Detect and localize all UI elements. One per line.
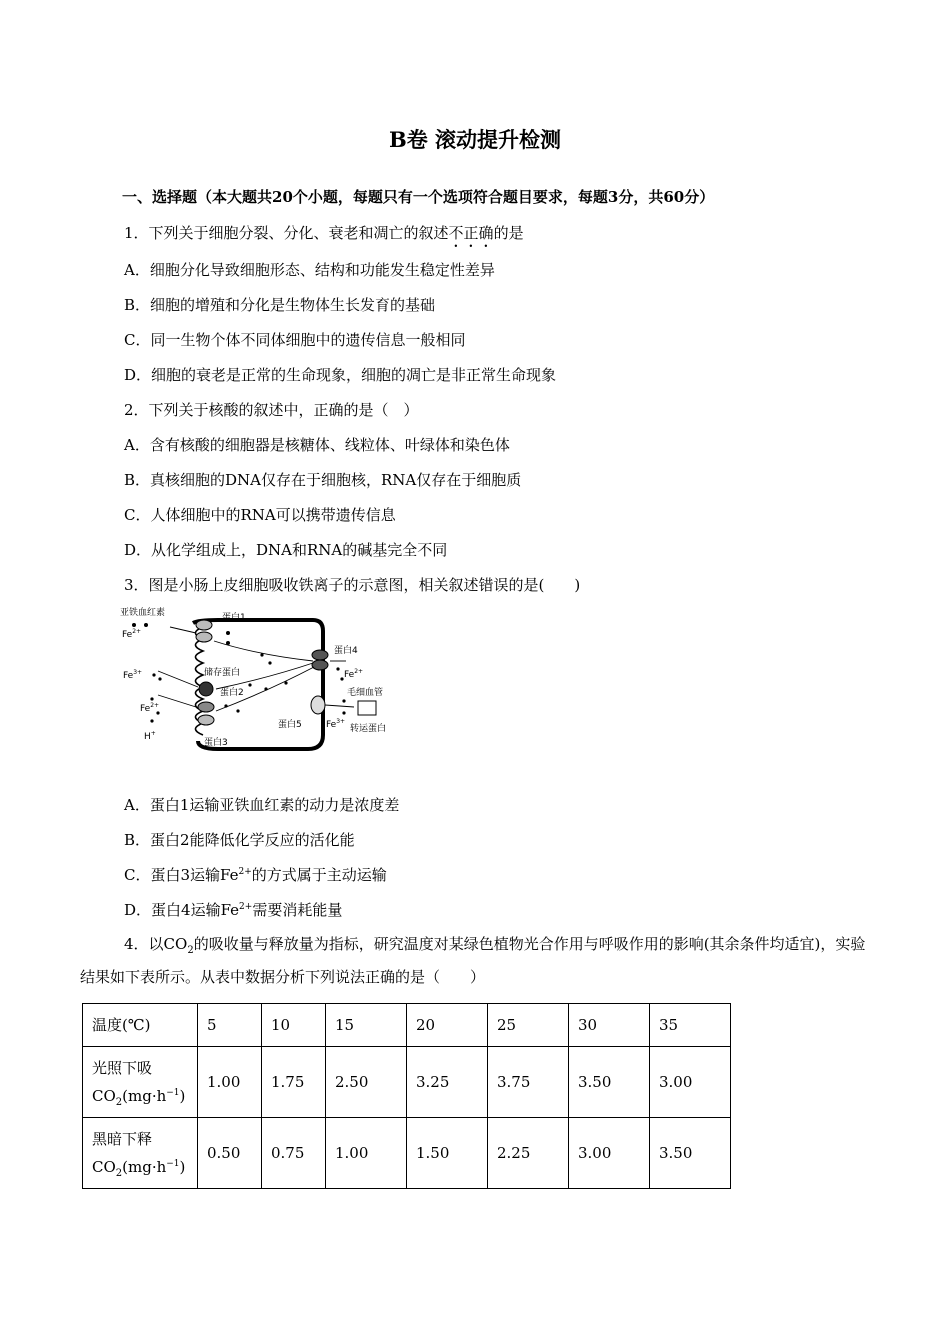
question-1-stem: [124, 222, 524, 251]
protein-3-shape-top: [198, 702, 214, 712]
label-fe2-right: $Fe^{2+}$: [344, 668, 364, 680]
q2-option-a[interactable]: A．含有核酸的细胞器是核糖体、线粒体、叶绿体和染色体: [124, 436, 510, 454]
question-2-stem: 2．下列关于核酸的叙述中，正确的是（ ）: [124, 401, 419, 419]
temp-cell: 15: [326, 1004, 407, 1047]
question-4-stem: [80, 928, 870, 994]
value-cell: 3.25: [407, 1047, 488, 1118]
label-protein-4: 蛋白4: [334, 646, 358, 656]
capillary-shape: [358, 701, 376, 715]
q3-option-d-charge: 2+: [239, 902, 253, 912]
q3-option-d-text: D．蛋白4运输Fe: [124, 901, 240, 919]
header-temperature: 温度(℃): [83, 1004, 198, 1047]
label-fe3-left: $Fe^{3+}$: [123, 669, 143, 681]
value-cell: 1.00: [326, 1118, 407, 1189]
q2-option-c[interactable]: C．人体细胞中的RNA可以携带遗传信息: [124, 506, 396, 524]
protein-5-shape: [311, 696, 325, 714]
q2-option-d[interactable]: D．从化学组成上，DNA和RNA的碱基完全不同: [124, 541, 448, 559]
table-header-row: [83, 1004, 731, 1047]
section-heading: 一、选择题（本大题共20个小题，每题只有一个选项符合题目要求，每题3分，共60分）: [122, 188, 715, 206]
temp-cell: 30: [569, 1004, 650, 1047]
temperature-co2-table: [82, 1003, 731, 1189]
q3-option-d-end: 需要消耗能量: [252, 901, 343, 919]
label-capillary: 毛细血管: [347, 688, 384, 698]
page-title: B卷 滚动提升检测: [388, 127, 562, 152]
q4-stem-text: 4．以CO: [124, 935, 188, 953]
value-cell: 2.50: [326, 1047, 407, 1118]
temp-cell: 25: [488, 1004, 569, 1047]
row-label-dark: 黑暗下释 $CO_2(mg\cdot h^{-1})$: [83, 1118, 198, 1189]
q3-option-d[interactable]: [124, 899, 342, 920]
q3-option-c-end: 的方式属于主动运输: [251, 866, 387, 884]
protein-4-shape-top: [312, 650, 328, 660]
protein-1-shape-top: [196, 620, 212, 630]
label-storage-protein: 储存蛋白: [204, 668, 241, 678]
row-label-light: 光照下吸 $CO_2(mg\cdot h^{-1})$: [83, 1047, 198, 1118]
q1-emphasis: 不正确: [448, 224, 494, 242]
label-protein-3: 蛋白3: [204, 738, 228, 748]
value-cell: 3.00: [650, 1047, 731, 1118]
q3-option-c[interactable]: [124, 864, 387, 885]
value-cell: 3.00: [569, 1118, 650, 1189]
q1-stem-text: 1．下列关于细胞分裂、分化、衰老和凋亡的叙述: [124, 224, 449, 242]
protein-1-shape-bottom: [196, 632, 212, 642]
q1-option-a[interactable]: A．细胞分化导致细胞形态、结构和功能发生稳定性差异: [124, 261, 495, 279]
label-protein-2: 蛋白2: [220, 688, 244, 698]
storage-protein-shape: [199, 682, 213, 696]
label-h-ion: H+: [144, 730, 156, 742]
value-cell: 0.50: [198, 1118, 262, 1189]
q4-stem-end: 的吸收量与释放量为指标，研究温度对某绿色植物光合作用与呼吸作用的影响(其余条件均适宜)，实验结果如下表所示。从表中数据分析下列说法正确的是（ ）: [80, 935, 866, 986]
value-cell: 2.25: [488, 1118, 569, 1189]
label-transport-protein: 转运蛋白: [350, 724, 387, 734]
value-cell: 3.50: [650, 1118, 731, 1189]
value-cell: 1.00: [198, 1047, 262, 1118]
q2-option-b[interactable]: B．真核细胞的DNA仅存在于细胞核，RNA仅存在于细胞质: [124, 471, 522, 489]
temp-cell: 35: [650, 1004, 731, 1047]
temp-cell: 20: [407, 1004, 488, 1047]
protein-4-shape-bottom: [312, 660, 328, 670]
label-heme: 亚铁血红素: [120, 608, 166, 618]
q3-option-c-text: C．蛋白3运输Fe: [124, 866, 239, 884]
temp-cell: 5: [198, 1004, 262, 1047]
label-fe2-left: $Fe^{2+}$: [140, 702, 160, 714]
label-fe2-top: $Fe^{2+}$: [122, 628, 142, 640]
label-protein-5: 蛋白5: [278, 720, 302, 730]
value-cell: 1.50: [407, 1118, 488, 1189]
q3-option-c-charge: 2+: [238, 867, 252, 877]
table-row-light: [83, 1047, 731, 1118]
q3-option-b[interactable]: B．蛋白2能降低化学反应的活化能: [124, 831, 355, 849]
value-cell: 1.75: [262, 1047, 326, 1118]
question-3-stem: 3．图是小肠上皮细胞吸收铁离子的示意图，相关叙述错误的是( ): [124, 576, 581, 594]
q1-option-c[interactable]: C．同一生物个体不同体细胞中的遗传信息一般相同: [124, 331, 466, 349]
table-row-dark: [83, 1118, 731, 1189]
protein-3-shape-bottom: [198, 715, 214, 725]
value-cell: 3.75: [488, 1047, 569, 1118]
q1-stem-end: 的是: [493, 224, 524, 242]
q1-option-b[interactable]: B．细胞的增殖和分化是生物体生长发育的基础: [124, 296, 436, 314]
value-cell: 0.75: [262, 1118, 326, 1189]
q3-option-a[interactable]: A．蛋白1运输亚铁血红素的动力是浓度差: [124, 796, 400, 814]
temp-cell: 10: [262, 1004, 326, 1047]
iron-absorption-diagram: [118, 603, 408, 751]
label-fe3-right: $Fe^{3+}$: [326, 718, 346, 730]
value-cell: 3.50: [569, 1047, 650, 1118]
label-protein-1: 蛋白1: [222, 613, 246, 623]
q1-option-d[interactable]: D．细胞的衰老是正常的生命现象，细胞的凋亡是非正常生命现象: [124, 366, 557, 384]
cell-membrane-outline: [193, 620, 323, 749]
q4-stem-subscript: 2: [187, 945, 194, 956]
